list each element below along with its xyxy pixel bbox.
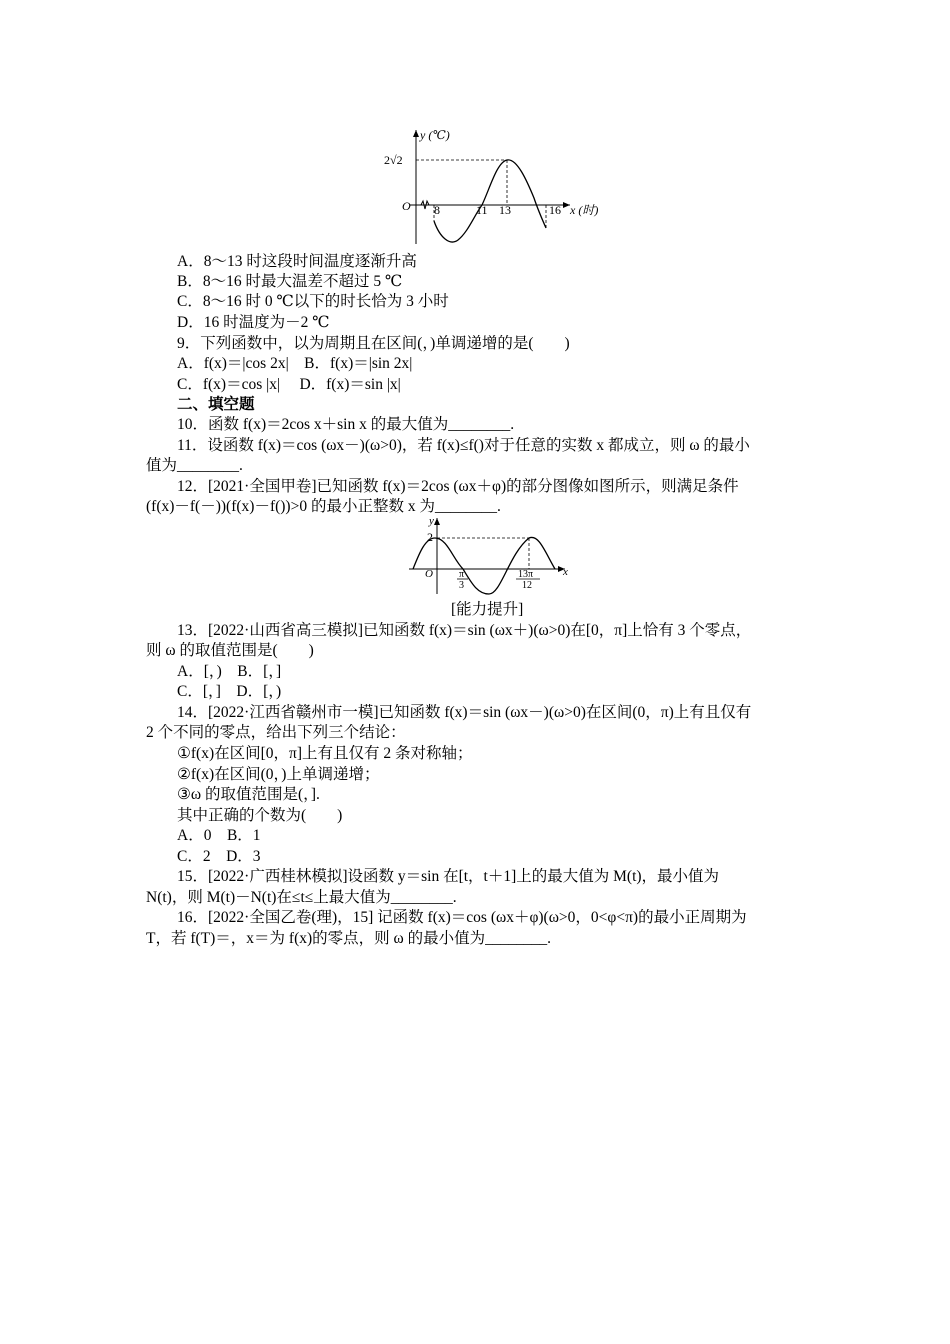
y-tick-label: 2√2 (384, 153, 403, 167)
x-axis-label: x (563, 566, 568, 578)
cosine-graph (405, 514, 580, 596)
x-tick-8: 8 (434, 203, 440, 217)
q16-line1: 16．[2022·全国乙卷(理)，15] 记函数 f(x)＝cos (ωx＋φ)(ω>0，0<φ<π)的最小正周期为 (177, 909, 747, 926)
q14-conclusion-1: ①f(x)在区间[0，π]上有且仅有 2 条对称轴； (177, 745, 473, 762)
q8-option-d: D．16 时温度为－2 ℃ (177, 314, 330, 331)
q12-line1: 12．[2021·全国甲卷]已知函数 f(x)＝2cos (ωx＋φ)的部分图像如图所示，则满足条件 (177, 478, 739, 495)
x-tick-13pi-over-12-den: 12 (522, 580, 532, 591)
q14-question: 其中正确的个数为( ) (177, 807, 343, 824)
q13-options-ab: A．[，) B．[，] (177, 663, 282, 680)
y-axis-label: y (℃) (420, 128, 450, 142)
y-axis-label: y (429, 515, 434, 527)
q16-line2: T，若 f(T)＝，x＝为 f(x)的零点，则 ω 的最小值为________. (146, 930, 551, 947)
q11-line1: 11．设函数 f(x)＝cos (ωx－)(ω>0)，若 f(x)≤f()对于任意的实数 x 都成立，则 ω 的最小 (177, 437, 750, 454)
q14-options-ab: A．0 B．1 (177, 827, 261, 844)
origin-label: O (402, 199, 411, 213)
q14-line1: 14．[2022·江西省赣州市一模]已知函数 f(x)＝sin (ωx－)(ω>0)在区间(0，π)上有且仅有 (177, 704, 752, 721)
x-tick-16: 16 (549, 203, 561, 217)
y-tick-label: 2 (427, 530, 433, 544)
q14-line2: 2 个不同的零点，给出下列三个结论： (146, 724, 406, 741)
q14-options-cd: C．2 D．3 (177, 848, 261, 865)
q12-line2: (f(x)－f(－))(f(x)－f())>0 的最小正整数 x 为________. (146, 498, 501, 515)
q11-line2: 值为________. (146, 457, 243, 474)
q14-conclusion-3: ③ω 的取值范围是(，]. (177, 786, 320, 803)
temperature-curve (434, 160, 546, 242)
x-tick-pi-over-3-den: 3 (459, 580, 464, 591)
q8-option-b: B．8～16 时最大温差不超过 5 ℃ (177, 273, 403, 290)
q14-conclusion-2: ②f(x)在区间(0，)上单调递增； (177, 766, 380, 783)
x-tick-13pi-over-12-num: 13π (518, 569, 534, 580)
section-ability: [能力提升] (451, 601, 524, 618)
x-tick-pi-over-3-num: π (459, 569, 465, 580)
q8-option-a: A．8～13 时这段时间温度逐渐升高 (177, 253, 417, 270)
q10-stem: 10．函数 f(x)＝2cos x＋sin x 的最大值为________. (177, 416, 515, 433)
temperature-graph (370, 126, 610, 248)
x-axis-label: x (时) (570, 203, 599, 217)
q9-options-ab: A．f(x)＝|cos 2x| B．f(x)＝|sin 2x| (177, 355, 413, 372)
q13-line2: 则 ω 的取值范围是( ) (146, 642, 314, 659)
x-tick-11: 11 (476, 203, 488, 217)
q9-stem: 9．下列函数中，以为周期且在区间(，)单调递增的是( ) (177, 335, 570, 352)
origin-label: O (425, 568, 433, 580)
q15-line2: N(t)，则 M(t)－N(t)在≤t≤上最大值为________. (146, 889, 457, 906)
q9-options-cd: C．f(x)＝cos |x| D．f(x)＝sin |x| (177, 376, 401, 393)
section-fill-in: 二、填空题 (177, 396, 255, 413)
cosine-curve (413, 537, 555, 594)
q13-line1: 13．[2022·山西省高三模拟]已知函数 f(x)＝sin (ωx＋)(ω>0)在[0，π]上恰有 3 个零点， (177, 622, 752, 639)
q8-option-c: C．8～16 时 0 ℃以下的时长恰为 3 小时 (177, 293, 449, 310)
x-tick-13: 13 (499, 203, 511, 217)
q15-line1: 15．[2022·广西桂林模拟]设函数 y＝sin 在[t，t＋1]上的最大值为 M(t)，最小值为 (177, 868, 720, 885)
q13-options-cd: C．[，] D．[，) (177, 683, 282, 700)
